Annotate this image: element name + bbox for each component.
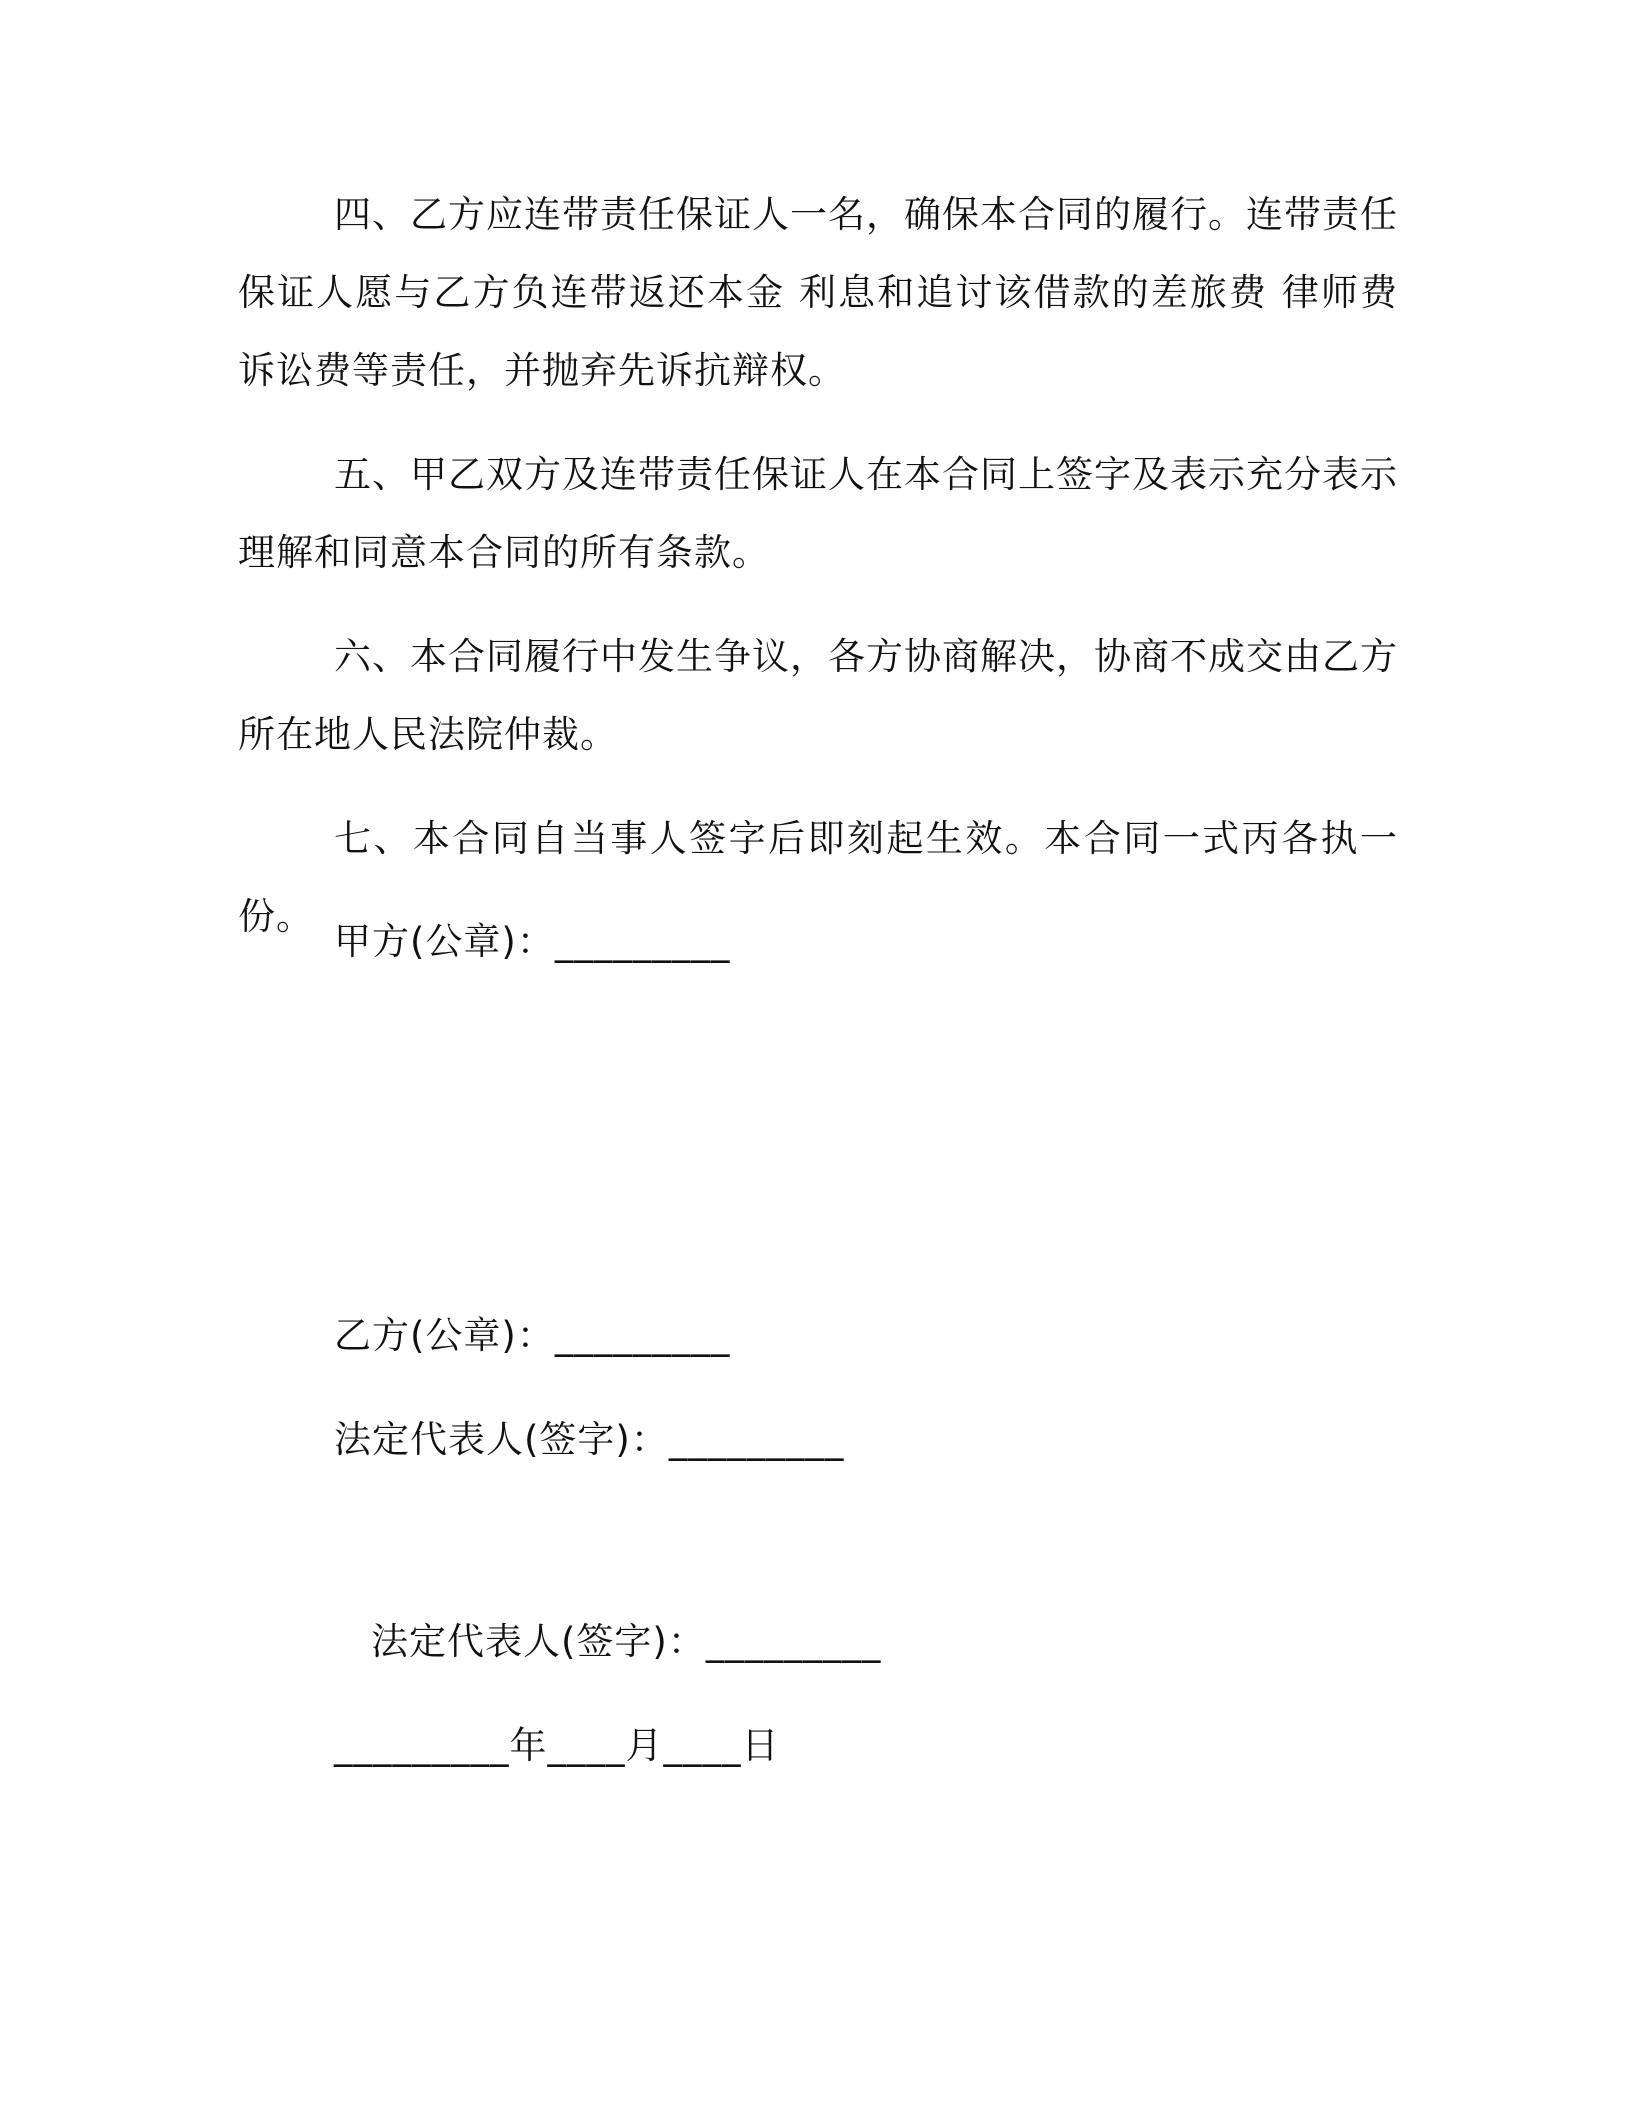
party-b-seal-line: 乙方(公章)：_________: [334, 1314, 731, 1357]
legal-representative-signature-line: 法定代表人(签字)：_________: [334, 1418, 845, 1461]
clause-six: 六、本合同履行中发生争议，各方协商解决，协商不成交由乙方所在地人民法院仲裁。: [238, 635, 1398, 756]
party-a-seal-line: 甲方(公章)：_________: [334, 920, 731, 963]
clause-five: 五、甲乙双方及连带责任保证人在本合同上签字及表示充分表示理解和同意本合同的所有条款。: [238, 453, 1398, 574]
clause-seven: 七、本合同自当事人签字后即刻起生效。本合同一式丙各执一份。: [238, 817, 1398, 938]
signing-date-line: _________年____月____日: [334, 1724, 780, 1767]
clause-four: 四、乙方应连带责任保证人一名，确保本合同的履行。连带责任保证人愿与乙方负连带返还本金 利息和追讨该借款的差旅费 律师费 诉讼费等责任，并抛弃先诉抗辩权。: [238, 193, 1398, 392]
legal-representative-signature-line-2: 法定代表人(签字)：_________: [371, 1620, 882, 1663]
